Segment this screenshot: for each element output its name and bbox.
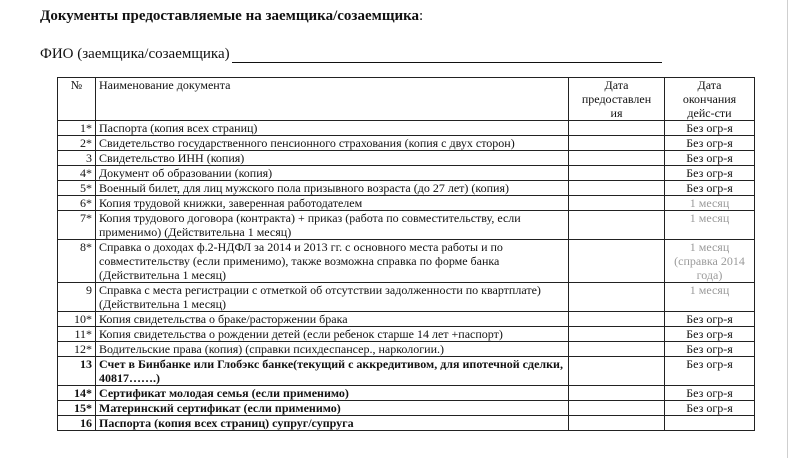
expiry-cell: 1 месяц (справка 2014 года) [665, 240, 755, 283]
document-name: Паспорта (копия всех страниц) [96, 121, 569, 136]
row-number: 14* [58, 386, 96, 401]
table-row [58, 357, 755, 386]
expiry-cell [665, 416, 755, 431]
document-name: Копия трудового договора (контракта) + приказ (работа по совместительству, если применимо) (Действительна 1 месяц) [96, 211, 569, 240]
header-date-expiry: Дата окончания дейс-сти [665, 78, 755, 121]
fio-label: ФИО (заемщика/созаемщика) [40, 46, 230, 62]
date-provided-cell[interactable] [569, 121, 665, 136]
document-name: Копия свидетельства о браке/расторжении брака [96, 312, 569, 327]
fio-line [40, 46, 662, 63]
expiry-cell: Без огр-я [665, 181, 755, 196]
date-provided-cell[interactable] [569, 196, 665, 211]
row-number: 12* [58, 342, 96, 357]
document-name: Паспорта (копия всех страниц) супруг/супруга [96, 416, 569, 431]
table-row [58, 196, 755, 211]
table-row [58, 240, 755, 283]
document-name: Документ об образовании (копия) [96, 166, 569, 181]
table-row [58, 342, 755, 357]
date-provided-cell[interactable] [569, 416, 665, 431]
row-number: 10* [58, 312, 96, 327]
row-number: 3 [58, 151, 96, 166]
table-row [58, 211, 755, 240]
document-name: Справка с места регистрации с отметкой об отсутствии задолженности по квартплате) (Действительна 1 месяц) [96, 283, 569, 312]
table-header-row [58, 78, 755, 121]
row-number: 15* [58, 401, 96, 416]
document-name: Свидетельство ИНН (копия) [96, 151, 569, 166]
table-row [58, 401, 755, 416]
expiry-cell: Без огр-я [665, 342, 755, 357]
date-provided-cell[interactable] [569, 240, 665, 283]
title-text: Документы предоставляемые на заемщика/созаемщика [40, 8, 420, 24]
row-number: 6* [58, 196, 96, 211]
table-row [58, 166, 755, 181]
expiry-cell: Без огр-я [665, 121, 755, 136]
row-number: 1* [58, 121, 96, 136]
document-name: Сертификат молодая семья (если применимо) [96, 386, 569, 401]
row-number: 8* [58, 240, 96, 283]
table-row [58, 386, 755, 401]
document-name: Копия трудовой книжки, заверенная работодателем [96, 196, 569, 211]
date-provided-cell[interactable] [569, 166, 665, 181]
documents-table [57, 77, 755, 431]
document-name: Материнский сертификат (если применимо) [96, 401, 569, 416]
header-num: № [58, 78, 96, 121]
document-name: Счет в Бинбанке или Глобэкс банке(текущий с аккредитивом, для ипотечной сделки, 40817…….) [96, 357, 569, 386]
row-number: 2* [58, 136, 96, 151]
table-row [58, 416, 755, 431]
document-name: Справка о доходах ф.2-НДФЛ за 2014 и 2013 гг. с основного места работы и по совместительству (если применимо), также возможна справка по форме банка (Действительна 1 месяц) [96, 240, 569, 283]
expiry-cell: Без огр-я [665, 327, 755, 342]
header-date-provided: Дата предоставлен ия [569, 78, 665, 121]
date-provided-cell[interactable] [569, 151, 665, 166]
document-name: Военный билет, для лиц мужского пола призывного возраста (до 27 лет) (копия) [96, 181, 569, 196]
row-number: 9 [58, 283, 96, 312]
expiry-cell: Без огр-я [665, 401, 755, 416]
fio-blank-line[interactable] [232, 48, 662, 63]
row-number: 13 [58, 357, 96, 386]
table-row [58, 327, 755, 342]
expiry-cell: 1 месяц [665, 211, 755, 240]
header-name: Наименование документа [96, 78, 569, 121]
expiry-cell: 1 месяц [665, 283, 755, 312]
expiry-cell: 1 месяц [665, 196, 755, 211]
date-provided-cell[interactable] [569, 342, 665, 357]
date-provided-cell[interactable] [569, 357, 665, 386]
date-provided-cell[interactable] [569, 283, 665, 312]
row-number: 16 [58, 416, 96, 431]
table-row [58, 181, 755, 196]
expiry-cell: Без огр-я [665, 166, 755, 181]
expiry-cell: Без огр-я [665, 312, 755, 327]
date-provided-cell[interactable] [569, 136, 665, 151]
document-name: Водительские права (копия) (справки психдеспансер., наркологии.) [96, 342, 569, 357]
table-row [58, 136, 755, 151]
table-row [58, 312, 755, 327]
row-number: 7* [58, 211, 96, 240]
date-provided-cell[interactable] [569, 211, 665, 240]
table-row [58, 121, 755, 136]
date-provided-cell[interactable] [569, 401, 665, 416]
date-provided-cell[interactable] [569, 312, 665, 327]
table-body [58, 121, 755, 431]
table-row [58, 283, 755, 312]
document-name: Копия свидетельства о рождении детей (если ребенок старше 14 лет +паспорт) [96, 327, 569, 342]
date-provided-cell[interactable] [569, 386, 665, 401]
date-provided-cell[interactable] [569, 327, 665, 342]
table-row [58, 151, 755, 166]
expiry-cell: Без огр-я [665, 136, 755, 151]
document-title [40, 8, 423, 25]
row-number: 5* [58, 181, 96, 196]
row-number: 11* [58, 327, 96, 342]
date-provided-cell[interactable] [569, 181, 665, 196]
title-colon: : [419, 8, 424, 24]
expiry-cell: Без огр-я [665, 386, 755, 401]
expiry-cell: Без огр-я [665, 357, 755, 386]
document-name: Свидетельство государственного пенсионного страхования (копия с двух сторон) [96, 136, 569, 151]
row-number: 4* [58, 166, 96, 181]
expiry-cell: Без огр-я [665, 151, 755, 166]
